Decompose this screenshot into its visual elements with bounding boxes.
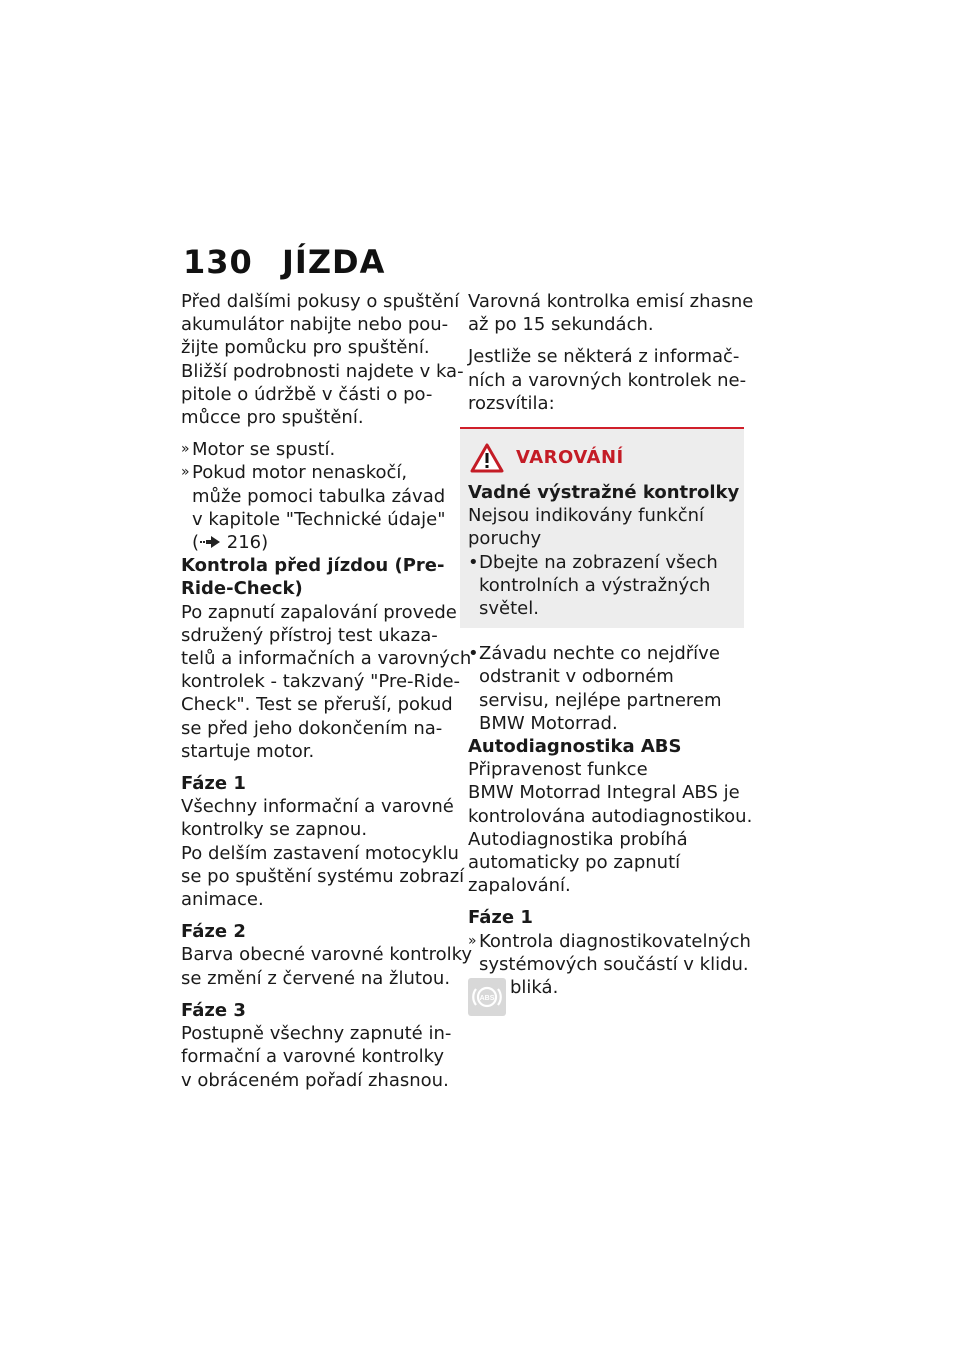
warning-bullet — [468, 551, 736, 621]
abs-warning-light-icon — [468, 978, 506, 1016]
text-line: BMW Motorrad Integral ABS je — [468, 782, 740, 804]
text-line: automaticky po zapnutí — [468, 852, 681, 874]
text-line: Barva obecné varovné kontrolky — [181, 944, 473, 966]
page-reference-arrow-icon — [199, 535, 221, 549]
abs-section — [468, 735, 753, 828]
text-line: Bližší podrobnosti najdete v ka- — [181, 360, 464, 382]
section-heading: Autodiagnostika ABS — [468, 736, 682, 758]
text-line: Po delším zastavení motocyklu — [181, 842, 459, 864]
ref-page: 216) — [226, 532, 269, 554]
phase-heading: Fáze 2 — [181, 921, 246, 943]
warning-title: VAROVÁNÍ — [516, 447, 624, 469]
abs-symbol-graphic — [471, 981, 503, 1013]
text-line: Všechny informační a varovné — [181, 796, 454, 818]
text-line: Postupně všechny zapnuté in- — [181, 1023, 452, 1045]
text-line: Po zapnutí zapalování provede — [181, 601, 457, 623]
phase-3-section — [181, 999, 453, 1092]
blink-text: bliká. — [510, 977, 559, 999]
text-line: Nejsou indikovány funkční — [468, 505, 705, 527]
text-line: animace. — [181, 889, 264, 911]
text-line: Check". Test se přeruší, pokud — [181, 694, 453, 716]
text-line: Kontrola diagnostikovatelných — [479, 930, 751, 952]
text-line: v obráceném pořadí zhasnou. — [181, 1069, 449, 1091]
right-column — [468, 290, 754, 1016]
result-arrow-icon: » — [181, 441, 190, 458]
result-arrow-icon: » — [468, 932, 477, 949]
page-number: 130 — [183, 243, 253, 281]
text-line: systémových součástí v klidu. — [479, 953, 749, 975]
condition-paragraph — [468, 345, 747, 415]
text-line: může pomoci tabulka závad — [192, 485, 446, 507]
result-step — [468, 930, 751, 976]
text-line: v kapitole "Technické údaje" — [192, 508, 446, 530]
text-line: Motor se spustí. — [192, 439, 336, 461]
text-line: Varovná kontrolka emisí zhasne — [468, 291, 754, 312]
abs-phase-1-section — [468, 906, 751, 1016]
text-line: servisu, nejlépe partnerem — [479, 689, 722, 711]
bullet-icon: • — [468, 643, 479, 665]
text-line: Dbejte na zobrazení všech — [479, 551, 718, 573]
text-line: až po 15 sekundách. — [468, 314, 654, 336]
page-reference — [192, 531, 453, 554]
text-line: Připravenost funkce — [468, 759, 648, 781]
bullet-icon: • — [468, 551, 479, 573]
warning-header — [468, 443, 736, 473]
text-line: kontrolky se zapnou. — [181, 819, 368, 841]
emission-paragraph — [468, 290, 754, 336]
phase-heading: Fáze 1 — [468, 907, 533, 929]
phase-heading: Fáze 1 — [181, 773, 246, 795]
abs-icon-label: ABS — [479, 995, 495, 1003]
text-line: pitole o údržbě v části o po- — [181, 383, 433, 405]
text-line: formační a varovné kontrolky — [181, 1046, 445, 1068]
section-heading: Ride-Check) — [181, 578, 303, 600]
text-line: se po spuštění systému zobrazí — [181, 865, 465, 887]
text-line: kontrolek - takzvaný "Pre-Ride- — [181, 671, 461, 693]
ref-open-paren: ( — [192, 532, 200, 554]
text-line: BMW Motorrad. — [479, 712, 618, 734]
phase-heading: Fáze 3 — [181, 999, 246, 1021]
text-line: startuje motor. — [181, 740, 315, 762]
section-heading: Kontrola před jízdou (Pre- — [181, 555, 445, 577]
text-line: se před jeho dokončením na- — [181, 717, 443, 739]
text-line: Závadu nechte co nejdříve — [479, 643, 720, 665]
text-line: kontrolována autodiagnostikou. — [468, 805, 753, 827]
warning-triangle-icon — [470, 443, 504, 473]
text-line: ních a varovných kontrolek ne- — [468, 369, 747, 391]
warning-subtitle: Vadné výstražné kontrolky — [468, 482, 740, 504]
text-line: rozsvítila: — [468, 392, 555, 414]
result-step — [181, 438, 453, 461]
phase-2-section — [181, 920, 473, 990]
text-line: odstranit v odborném — [479, 666, 674, 688]
text-line: žijte pomůcku pro spuštění. — [181, 337, 430, 359]
intro-paragraph — [181, 290, 464, 429]
text-line: Pokud motor nenaskočí, — [192, 462, 408, 484]
result-step — [181, 461, 453, 554]
repair-bullet — [468, 642, 740, 735]
text-line: se změní z červené na žlutou. — [181, 967, 451, 989]
text-line: Před dalšími pokusy o spuštění — [181, 291, 460, 312]
text-line: Autodiagnostika probíhá — [468, 828, 688, 850]
phase-1-section — [181, 772, 465, 911]
text-line: můcce pro spuštění. — [181, 407, 364, 429]
text-line: zapalování. — [468, 875, 571, 897]
chapter-title: JÍZDA — [282, 243, 386, 281]
section-pre-ride-check — [181, 554, 472, 763]
warning-box — [460, 427, 744, 628]
text-line: světel. — [479, 598, 539, 620]
text-line: kontrolních a výstražných — [479, 574, 711, 596]
text-line: poruchy — [468, 528, 542, 550]
text-line: Jestliže se některá z informač- — [468, 346, 740, 368]
abs-indicator-row — [468, 976, 740, 1016]
result-arrow-icon: » — [181, 464, 190, 481]
abs-autodiag-paragraph — [468, 828, 740, 898]
text-line: sdružený přístroj test ukaza- — [181, 624, 438, 646]
text-line: akumulátor nabijte nebo pou- — [181, 314, 449, 336]
left-column — [181, 290, 473, 1101]
text-line: telů a informačních a varovných — [181, 648, 472, 670]
